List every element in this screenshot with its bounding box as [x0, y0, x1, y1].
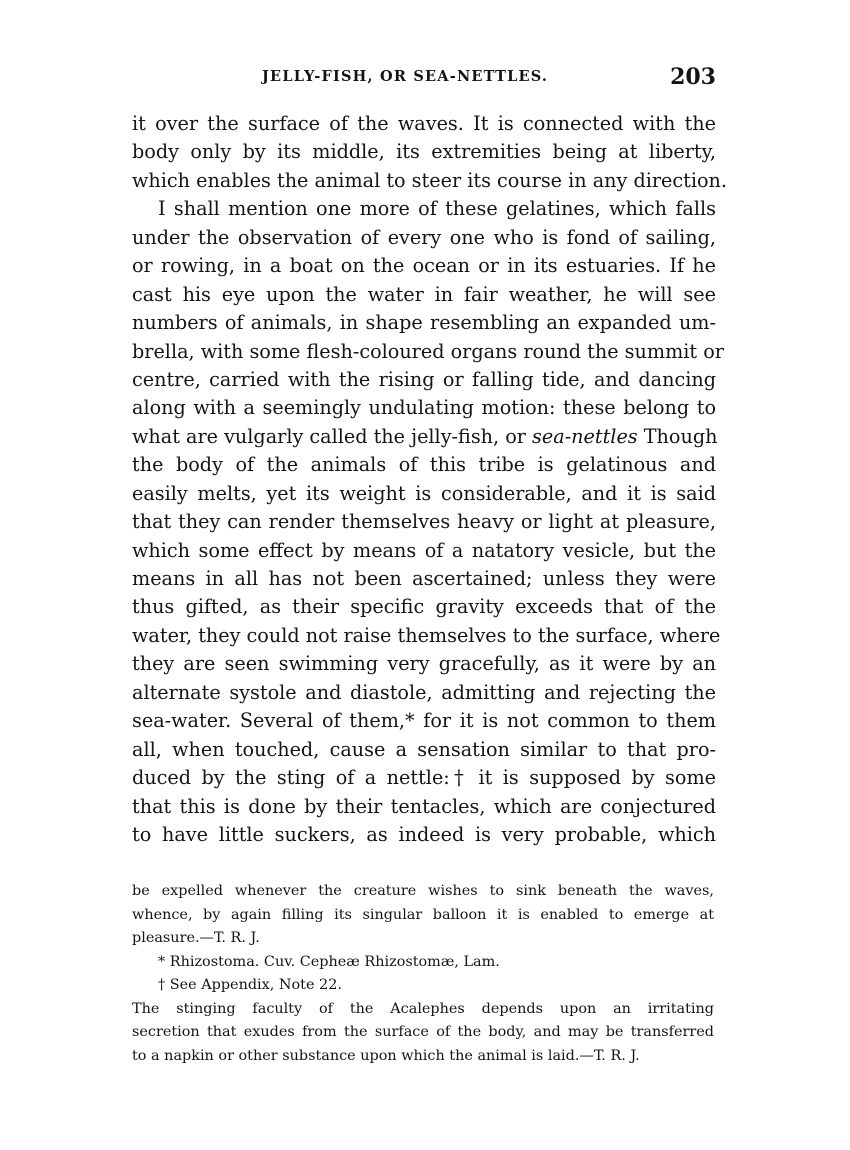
body-line: to have little suckers, as indeed is very probable, which: [132, 822, 716, 846]
footnotes: [132, 880, 714, 1068]
footnote-line: * Rhizostoma. Cuv. Cepheæ Rhizostomæ, Lam.: [158, 953, 500, 970]
body-line-text: what are vulgarly called the jelly-fish, or: [132, 424, 533, 448]
footnote-line: The stinging faculty of the Acalephes depends upon an irritating: [132, 1000, 714, 1017]
footnote-line: whence, by again filling its singular balloon it is enabled to emerge at: [132, 906, 714, 923]
body-line: along with a seemingly undulating motion: these belong to: [132, 396, 716, 420]
footnote-line: to a napkin or other substance upon which the animal is laid.—T. R. J.: [132, 1047, 640, 1064]
body-text: [132, 110, 728, 849]
body-line: alternate systole and diastole, admitting and rejecting the: [132, 680, 716, 704]
footnote-line: be expelled whenever the creature wishes to sink beneath the waves,: [132, 883, 714, 899]
page-number: 203: [670, 64, 716, 90]
body-line: it over the surface of the waves. It is connected with the: [132, 112, 716, 135]
running-title: JELLY-FISH, OR SEA-NETTLES.: [262, 68, 549, 85]
body-line: water, they could not raise themselves to the surface, where: [132, 623, 721, 647]
body-line: thus gifted, as their specific gravity exceeds that of the: [132, 595, 716, 619]
footnote-line: pleasure.—T. R. J.: [132, 930, 260, 946]
body-line: means in all has not been ascertained; unless they were: [132, 567, 716, 590]
body-line: brella, with some flesh-coloured organs round the summit or: [132, 339, 724, 363]
body-line: sea-water. Several of them,* for it is not common to them: [132, 709, 716, 733]
body-line: body only by its middle, its extremities being at liberty,: [132, 140, 716, 164]
body-line: [132, 423, 716, 451]
footnote-line: secretion that exudes from the surface of the body, and may be transferred: [132, 1024, 714, 1040]
body-line: which some effect by means of a natatory vesicle, but the: [132, 538, 716, 562]
footnote-line: † See Appendix, Note 22.: [158, 977, 342, 993]
italic-term: sea-nettles: [532, 424, 638, 448]
body-line: cast his eye upon the water in fair weather, he will see: [132, 282, 716, 306]
body-line: numbers of animals, in shape resembling an expanded um-: [132, 311, 716, 335]
body-line: all, when touched, cause a sensation similar to that pro-: [132, 737, 716, 761]
running-head: [132, 64, 716, 94]
body-line: they are seen swimming very gracefully, as it were by an: [132, 652, 716, 676]
body-line: duced by the sting of a nettle:† it is supposed by some: [132, 766, 716, 790]
body-line: that this is done by their tentacles, which are conjectured: [132, 794, 716, 818]
body-line: or rowing, in a boat on the ocean or in its estuaries. If he: [132, 254, 716, 278]
body-line-text: Though: [637, 424, 718, 448]
body-line: I shall mention one more of these gelatines, which falls: [158, 197, 716, 221]
body-line: which enables the animal to steer its course in any direction.: [132, 168, 728, 192]
body-line: that they can render themselves heavy or light at pleasure,: [132, 510, 716, 534]
body-line: easily melts, yet its weight is considerable, and it is said: [132, 481, 716, 505]
body-line: under the observation of every one who is fond of sailing,: [132, 225, 716, 249]
body-line: the body of the animals of this tribe is gelatinous and: [132, 453, 716, 477]
body-line: centre, carried with the rising or falling tide, and dancing: [132, 367, 716, 391]
